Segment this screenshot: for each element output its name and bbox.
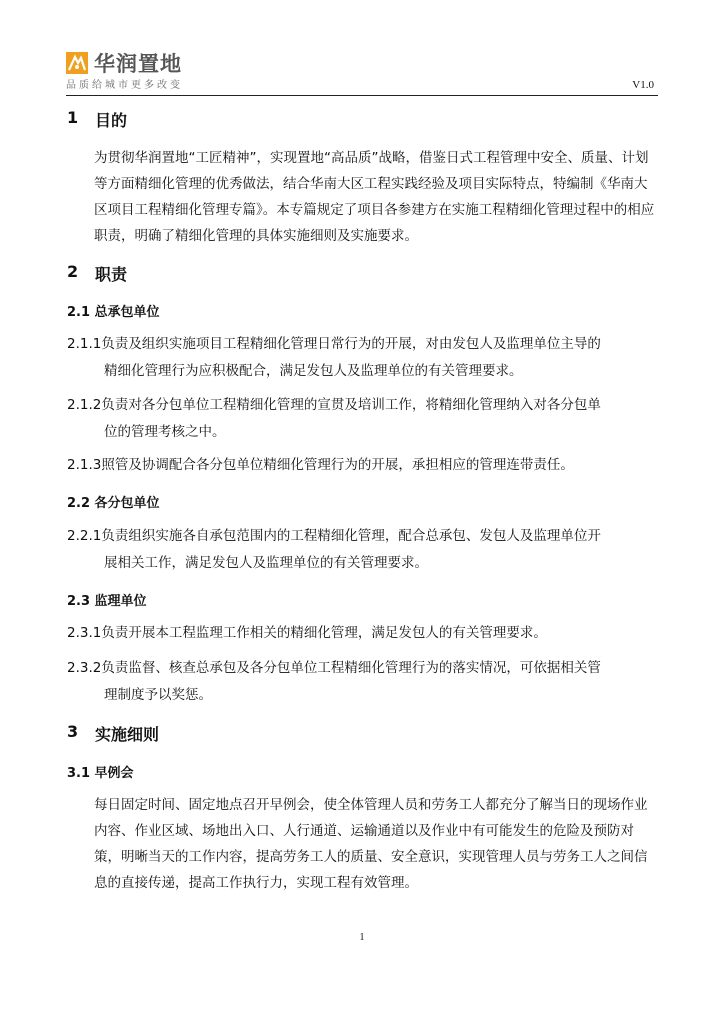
- clause-number: 2.1.2: [67, 397, 102, 413]
- subsection-3-1-heading: 3.1 早例会: [67, 766, 134, 781]
- section-1-paragraph: 为贯彻华润置地“工匠精神”，实现置地“高品质”战略，借鉴日式工程管理中安全、质量、计划等方面精细化管理的优秀做法，结合华南大区工程实践经验及项目实际特点，特编制《华南大区项目工程精细化管理专篇》。本专篇规定了项目各参建方在实施工程精细化管理过程中的相应职责，明确了精细化管理的具体实施细则及实施要求。: [94, 150, 655, 244]
- section-title: 职责: [95, 265, 128, 284]
- clause-text: 负责及组织实施项目工程精细化管理日常行为的开展，对由发包人及监理单位主导的: [101, 336, 601, 352]
- clause-text: 负责开展本工程监理工作相关的精细化管理，满足发包人的有关管理要求。: [101, 625, 547, 641]
- section-title: 目的: [95, 111, 128, 130]
- clause-text-continued: 精细化管理行为应积极配合，满足发包人及监理单位的有关管理要求。: [104, 363, 523, 379]
- clause-2-2-1: [67, 523, 657, 577]
- subsection-2-1-heading: 2.1 总承包单位: [67, 305, 160, 320]
- subsection-2-3-heading: 2.3 监理单位: [67, 594, 147, 609]
- clause-text-continued: 理制度予以奖惩。: [104, 687, 212, 703]
- logo-text: 华润置地: [94, 52, 182, 76]
- section-1-heading: [67, 108, 127, 131]
- clause-text: 负责组织实施各自承包范围内的工程精细化管理，配合总承包、发包人及监理单位开: [101, 528, 601, 544]
- subsection-3-1-paragraph: 每日固定时间、固定地点召开早例会，使全体管理人员和劳务工人都充分了解当日的现场作业内容、作业区域、场地出入口、人行通道、运输通道以及作业中有可能发生的危险及预防对策，明晰当天的工作内容，提高劳务工人的质量、安全意识，实现管理人员与劳务工人之间信息的直接传递，提高工作执行力，实现工程有效管理。: [94, 797, 648, 891]
- clause-number: 2.1.3: [67, 457, 102, 473]
- clause-2-3-2: [67, 655, 657, 709]
- clause-text-continued: 位的管理考核之中。: [104, 424, 226, 440]
- clause-2-1-2: [67, 392, 657, 446]
- clause-number: 2.3.1: [67, 625, 102, 641]
- clause-2-1-1: [67, 331, 657, 385]
- version-label: V1.0: [632, 79, 654, 91]
- clause-number: 2.3.2: [67, 660, 102, 676]
- section-3-heading: [67, 722, 159, 745]
- clause-number: 2.2.1: [67, 528, 102, 544]
- clause-2-3-1: [67, 620, 657, 647]
- logo-mark-icon: [66, 52, 88, 74]
- document-header: [66, 48, 658, 96]
- section-2-heading: [67, 262, 127, 285]
- logo-slogan: 品质给城市更多改变: [66, 80, 183, 91]
- clause-text: 照管及协调配合各分包单位精细化管理行为的开展，承担相应的管理连带责任。: [101, 457, 574, 473]
- header-divider: [66, 95, 658, 96]
- section-number: 3: [67, 722, 79, 741]
- clause-text-continued: 展相关工作，满足发包人及监理单位的有关管理要求。: [104, 555, 428, 571]
- clause-text: 负责对各分包单位工程精细化管理的宣贯及培训工作，将精细化管理纳入对各分包单: [101, 397, 601, 413]
- company-logo: [66, 48, 182, 78]
- clause-text: 负责监督、核查总承包及各分包单位工程精细化管理行为的落实情况，可依据相关管: [101, 660, 601, 676]
- clause-2-1-3: [67, 452, 657, 479]
- section-number: 1: [67, 108, 79, 127]
- section-number: 2: [67, 262, 79, 281]
- subsection-2-2-heading: 2.2 各分包单位: [67, 496, 160, 511]
- clause-number: 2.1.1: [67, 336, 102, 352]
- page-number: 1: [359, 932, 365, 943]
- section-title: 实施细则: [95, 725, 160, 744]
